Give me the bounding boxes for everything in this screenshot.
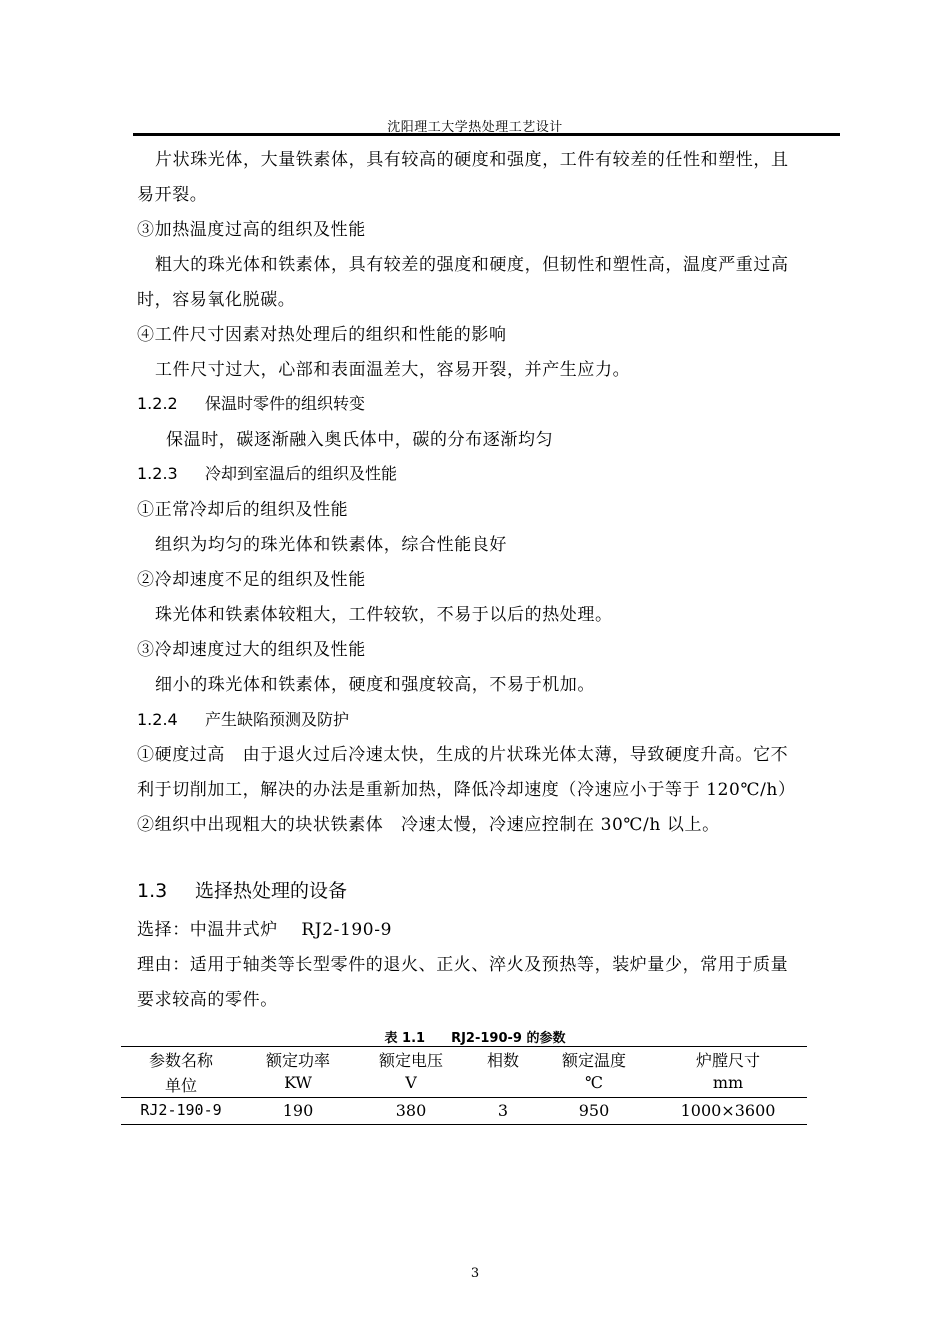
section-heading [137,461,397,484]
table-caption [0,1027,950,1046]
section-title: 保温时零件的组织转变 [205,394,366,413]
header-title: 沈阳理工大学热处理工艺设计 [387,120,563,135]
table-unit-cell: ℃ [585,1073,603,1092]
table-unit-cell: mm [712,1073,744,1092]
section-heading [137,391,365,414]
body-line: 组织为均匀的珠光体和铁素体，综合性能良好 [155,535,507,555]
page-number: 3 [470,1266,480,1281]
body-line: 细小的珠光体和铁素体，硬度和强度较高，不易于机加。 [155,675,595,695]
table-data-cell: 3 [497,1101,509,1120]
section-heading [137,707,349,730]
body-line: ②冷却速度不足的组织及性能 [137,570,366,590]
section-title: 冷却到室温后的组织及性能 [205,464,398,483]
body-line: 粗大的珠光体和铁素体，具有较差的强度和硬度，但韧性和塑性高，温度严重过高 [155,255,789,275]
body-line: ①正常冷却后的组织及性能 [137,500,349,520]
body-line: 选择：中温井式炉 RJ2-190-9 [137,920,392,940]
body-line: 工件尺寸过大，心部和表面温差大，容易开裂，并产生应力。 [155,360,631,380]
table-header-cell: 参数名称 [148,1051,213,1070]
table-data-cell: 190 [282,1101,314,1120]
table-header-cell: 额定温度 [561,1051,626,1070]
body-line: 要求较高的零件。 [137,990,278,1010]
table-header-cell: 炉膛尺寸 [695,1051,760,1070]
table-mid-rule [121,1097,807,1098]
section-number: 1.2.2 [137,394,178,413]
table-bottom-rule [121,1124,807,1125]
table-top-rule [121,1046,807,1047]
body-line: 时，容易氧化脱碳。 [137,290,296,310]
section-heading [137,876,347,903]
body-line: 理由：适用于轴类等长型零件的退火、正火、淬火及预热等，装炉量少，常用于质量 [137,955,789,975]
table-header-cell: 相数 [486,1051,519,1070]
header-rule [133,133,840,136]
body-line: 易开裂。 [137,185,208,205]
section-number: 1.2.4 [137,710,178,729]
table-data-cell: 1000×3600 [680,1101,776,1120]
body-line: ④工件尺寸因素对热处理后的组织和性能的影响 [137,325,507,345]
table-unit-cell: V [405,1073,417,1092]
table-data-cell: 950 [578,1101,610,1120]
body-line: 珠光体和铁素体较粗大，工件较软，不易于以后的热处理。 [155,605,613,625]
section-title: 选择热处理的设备 [195,880,348,902]
table-caption-text: RJ2-190-9 的参数 [451,1031,566,1046]
section-title: 产生缺陷预测及防护 [205,710,350,729]
body-line: ③冷却速度过大的组织及性能 [137,640,366,660]
table-unit-cell: KW [284,1073,312,1092]
table-unit-cell: 单位 [164,1076,197,1095]
section-number: 1.2.3 [137,464,178,483]
body-line: ②组织中出现粗大的块状铁素体 冷速太慢，冷速应控制在 30℃/h 以上。 [137,815,720,835]
body-line: 保温时，碳逐渐融入奥氏体中，碳的分布逐渐均匀 [166,430,554,450]
table-data-cell: RJ2-190-9 [140,1101,222,1119]
body-line: 利于切削加工，解决的办法是重新加热，降低冷却速度（冷速应小于等于 120℃/h） [137,780,796,800]
body-line: ③加热温度过高的组织及性能 [137,220,366,240]
table-header-cell: 额定电压 [378,1051,443,1070]
section-number: 1.3 [137,880,168,902]
body-line: ①硬度过高 由于退火过后冷速太快，生成的片状珠光体太薄，导致硬度升高。它不 [137,745,789,765]
body-line: 片状珠光体，大量铁素体，具有较高的硬度和强度，工件有较差的任性和塑性，且 [155,150,789,170]
table-data-cell: 380 [395,1101,427,1120]
table-header-cell: 额定功率 [265,1051,330,1070]
table-caption-label: 表 1.1 [384,1031,426,1046]
